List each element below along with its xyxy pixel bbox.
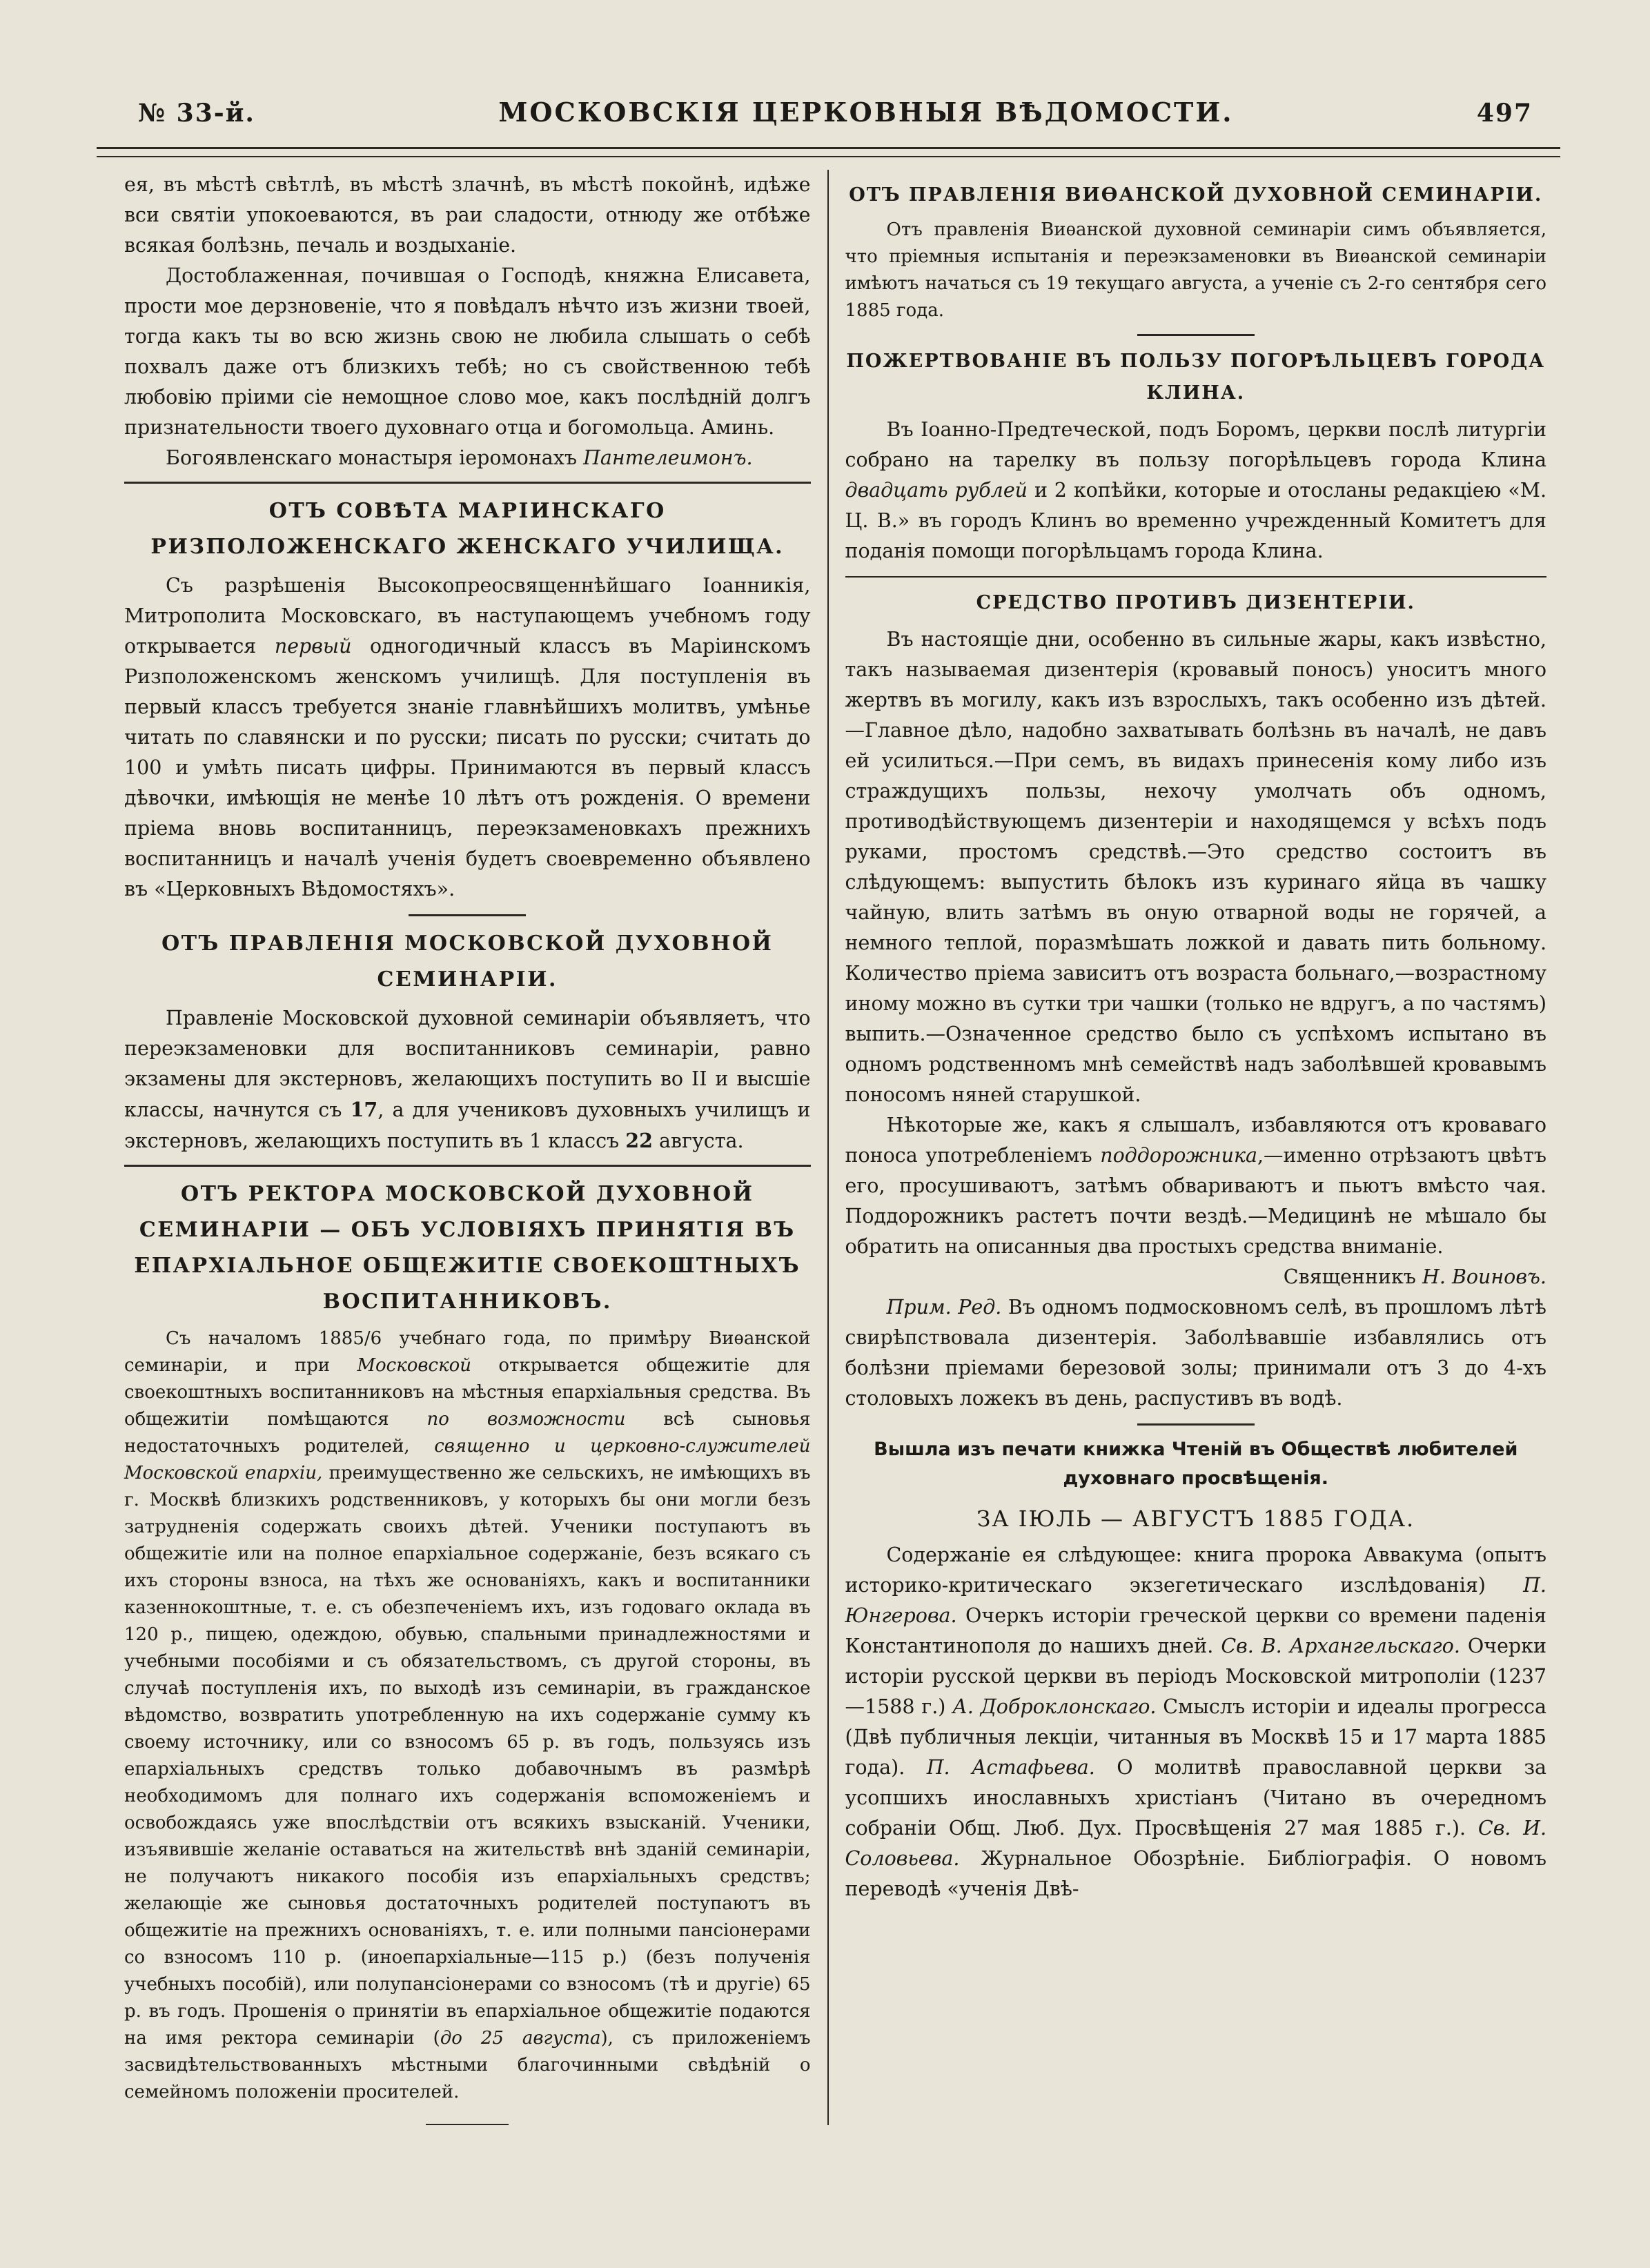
bethany-heading: ОТЪ ПРАВЛЕНІЯ ВИѲАНСКОЙ ДУХОВНОЙ СЕМИНАРІИ. <box>849 184 1543 206</box>
eulogy-paragraph-2: Достоблаженная, почившая о Господѣ, княжна Елисавета, прости мое дерзновеніе, что я повѣдалъ нѣчто изъ жизни твоей, тогда какъ ты во всю жизнь свою не любила слышать о себѣ похвалъ даже отъ близкихъ тебѣ; но съ свойственною тебѣ любовію пріими сіе немощное слово мое, какъ послѣдній долгъ признательности твоего духовнаго отца и богомольца. Аминь. <box>124 264 811 439</box>
section-divider <box>845 576 1547 578</box>
section-divider <box>124 1165 811 1167</box>
readings-date: ЗА ІЮЛЬ — АВГУСТЪ 1885 ГОДА. <box>976 1506 1415 1532</box>
readings-text-3: Очерки исторіи русской церкви въ періодъ Московской митрополіи (1237—1588 г.) <box>845 1635 1546 1718</box>
readings-author-2: Св. В. Архангельскаго. <box>1221 1635 1460 1657</box>
dysentery-heading: СРЕДСТВО ПРОТИВЪ ДИЗЕНТЕРІИ. <box>976 592 1415 613</box>
editor-note-text: Въ одномъ подмосковномъ селѣ, въ прошломъ лѣтѣ свирѣпствовала дизентерія. Заболѣвавшіе избавлялись отъ болѣзни пріемами березовой золы; принимали отъ 3 до 4-хъ столовыхъ ложекъ въ день, распустивъ въ водѣ. <box>845 1296 1546 1410</box>
short-divider <box>1137 334 1255 336</box>
readings-text-6: Журнальное Обозрѣніе. Библіографія. О новомъ переводѣ «ученія Двѣ- <box>845 1847 1547 1900</box>
section-divider <box>124 482 811 484</box>
rector-italic-3: священно и церковно-служителей Московской епархіи, <box>124 1436 811 1483</box>
klin-heading: ПОЖЕРТВОВАНІЕ ВЪ ПОЛЬЗУ ПОГОРѢЛЬЦЕВЪ ГОРОДА КЛИНА. <box>846 351 1546 404</box>
short-divider <box>1137 1423 1255 1426</box>
rector-paragraph <box>124 1325 811 2106</box>
dysentery-text-b: ,—именно отрѣзаютъ цвѣтъ его, просушиваютъ, затѣмъ обвариваютъ и пьютъ вмѣсто чая. Поддорожникъ растетъ почти вездѣ.—Медицинѣ не мѣшало бы обратить на описанныя два простыхъ средства вниманіе. <box>845 1144 1547 1258</box>
moscow-board-paragraph <box>124 1003 811 1156</box>
rector-text-1: Съ началомъ 1885/6 учебнаго года, по примѣру Виѳанской семинаріи, и при <box>124 1328 811 1376</box>
rector-italic-4: до 25 августа <box>440 2028 601 2049</box>
page-header <box>97 97 1560 128</box>
rector-italic-2: по возможности <box>426 1409 626 1430</box>
eulogy-signature <box>124 443 811 473</box>
moscow-board-text-1: Правленіе Московской духовной семинаріи объявляетъ, что переэкзаменовки для воспитанниковъ семинаріи, равно экзамены для экстерновъ, желающихъ поступить во II и высшіе классы, начнутся съ <box>124 1007 811 1121</box>
left-column <box>97 170 829 2125</box>
eulogy-paragraph-1: ея, въ мѣстѣ свѣтлѣ, въ мѣстѣ злачнѣ, въ мѣстѣ покойнѣ, идѣже вси святіи упокоеваются, въ раи сладости, отнюду же отбѣже всякая болѣзнь, печаль и воздыханіе. <box>124 173 811 257</box>
council-text-first: первый <box>274 635 352 658</box>
editor-note <box>845 1292 1547 1414</box>
dysentery-paragraph-2 <box>845 1110 1547 1262</box>
klin-text-2: и 2 копѣйки, которые и отосланы редакціею «М. Ц. В.» въ городъ Клинъ во временно учрежденный Комитетъ для поданія помощи погорѣльцамъ города Клина. <box>845 479 1546 562</box>
council-heading: ОТЪ СОВѢТА МАРІИНСКАГО РИЗПОЛОЖЕНСКАГО ЖЕНСКАГО УЧИЛИЩА. <box>150 499 785 559</box>
readings-text-4: Смыслъ исторіи и идеалы прогресса (Двѣ публичныя лекціи, читанныя въ Москвѣ 15 и 17 марта 1885 года). <box>845 1695 1546 1779</box>
council-text-2: одногодичный классъ въ Маріинскомъ Ризположенскомъ женскомъ училищѣ. Для поступленія въ первый классъ требуется знаніе главнѣйшихъ молитвъ, умѣнье читать по славянски и по русски; писать по русски; считать до 100 и умѣть писать цифры. Принимаются въ первый классъ дѣвочки, имѣющія не менѣе 10 лѣтъ отъ рожденія. О времени пріема вновь воспитанницъ, переэкзаменовкахъ прежнихъ воспитанницъ и началѣ ученія будетъ своевременно объявлено въ «Церковныхъ Вѣдомостяхъ». <box>124 635 811 900</box>
readings-author-4: П. Астафьева. <box>926 1756 1095 1779</box>
end-divider <box>426 2124 509 2125</box>
moscow-board-date-2: 22 <box>625 1129 653 1152</box>
council-paragraph <box>124 571 811 905</box>
editor-note-label: Прим. Ред. <box>886 1296 1002 1319</box>
readings-author-3: А. Доброклонскаго. <box>952 1695 1157 1718</box>
right-column <box>829 170 1561 2125</box>
readings-text-1: Содержаніе ея слѣдующее: книга пророка Аввакума (опытъ историко-критическаго экзегетическаго изслѣдованія) <box>845 1544 1546 1597</box>
publication-title: МОСКОВСКІЯ ЦЕРКОВНЫЯ ВѢДОМОСТИ. <box>498 97 1234 128</box>
moscow-board-heading: ОТЪ ПРАВЛЕНІЯ МОСКОВСКОЙ ДУХОВНОЙ СЕМИНАРІИ. <box>161 931 774 992</box>
dysentery-italic: поддорожника <box>1100 1144 1257 1167</box>
signature-name: Н. Воиновъ. <box>1422 1265 1546 1288</box>
issue-number: № 33-й. <box>138 99 255 128</box>
klin-paragraph <box>845 415 1547 566</box>
signature-prefix: Священникъ <box>1283 1265 1416 1288</box>
signature-prefix: Богоявленскаго монастыря іеромонахъ <box>166 446 578 469</box>
rector-text-4: преимущественно же сельскихъ, не имѣющихъ въ г. Москвѣ близкихъ родственниковъ, у которыхъ бы они могли безъ затрудненія содержать своихъ дѣтей. Ученики поступаютъ въ общежитіе или на полное епархіальное содержаніе, безъ всякаго съ ихъ стороны взноса, на тѣхъ же основаніяхъ, какъ и воспитанники казеннокоштные, т. е. съ обезпеченіемъ ихъ, изъ годоваго оклада въ 120 р., пищею, одеждою, обувью, спальными принадлежностями и учебными пособіями и съ обязательствомъ, съ другой стороны, въ случаѣ поступленія ихъ, по выходѣ изъ семинаріи, въ гражданское вѣдомство, возвратить употребленную на ихъ содержаніе сумму къ своему источнику, или со взносомъ 65 р. въ годъ, пользуясь изъ епархіальныхъ средствъ только добавочнымъ въ размѣрѣ необходимомъ для полнаго ихъ содержанія вспоможеніемъ и освобождаясь уже впослѣдствіи отъ всякихъ взысканій. Ученики, изъявившіе желаніе оставаться на жительствѣ внѣ зданій семинаріи, не получаютъ никакого пособія изъ епархіальныхъ средствъ; желающіе же сыновья достаточныхъ родителей поступаютъ въ общежитіе на прежнихъ основаніяхъ, т. е. или полными пансіонерами со взносомъ 110 р. (иноепархіальные—115 р.) (безъ полученія учебныхъ пособій), или полупансіонерами со взносомъ (тѣ и другіе) 65 р. въ годъ. Прошенія о принятіи въ епархіальное общежитіе подаются на имя ректора семинаріи ( <box>124 1463 811 2049</box>
page-number: 497 <box>1476 99 1533 128</box>
readings-author-1: П. Юнгерова. <box>845 1574 1546 1627</box>
council-text-1: Съ разрѣшенія Высокопреосвященнѣйшаго Іоанникія, Митрополита Московскаго, въ наступающемъ учебномъ году открывается <box>124 574 811 658</box>
signature-name: Пантелеимонъ. <box>583 446 753 469</box>
rector-italic-1: Московской <box>357 1355 472 1376</box>
two-column-body <box>97 170 1560 2125</box>
klin-text-1: Въ Іоанно-Предтеческой, подъ Боромъ, церкви послѣ литургіи собрано на тарелку въ пользу погорѣльцевъ города Клина <box>845 418 1546 471</box>
rector-text-5: ), съ приложеніемъ засвидѣтельствованныхъ мѣстными благочинными свѣдѣній о семейномъ положеніи просителей. <box>124 2028 811 2102</box>
dysentery-text-a: Нѣкоторые же, какъ я слышалъ, избавляются отъ кроваваго поноса употребленіемъ <box>845 1114 1546 1167</box>
readings-text-5: О молитвѣ православной церкви за усопшихъ инославныхъ христіанъ (Читано въ очередномъ собраніи Общ. Люб. Дух. Просвѣщенія 27 мая 1885 г.). <box>845 1756 1546 1840</box>
dysentery-signature <box>845 1262 1547 1292</box>
moscow-board-text-3: августа. <box>659 1130 744 1152</box>
moscow-board-date-1: 17 <box>350 1098 378 1121</box>
dysentery-paragraph-1: Въ настоящіе дни, особенно въ сильные жары, какъ извѣстно, такъ называемая дизентерія (кровавый поносъ) уноситъ много жертвъ въ могилу, какъ изъ взрослыхъ, такъ особенно изъ дѣтей.—Главное дѣло, надобно захватывать болѣзнь въ началѣ, не давъ ей усилиться.—При семъ, въ видахъ принесенія кому либо изъ страждущихъ пользы, нехочу умолчать объ одномъ, противодѣйствующемъ дизентеріи и находящемся у всѣхъ подъ руками, простомъ средствѣ.—Это средство состоитъ въ слѣдующемъ: выпустить бѣлокъ изъ куринаго яйца въ чашку чайную, влить затѣмъ въ оную отварной воды не горячей, а немного теплой, поразмѣшать ложкой и давать пить больному. Количество пріема зависитъ отъ возраста больнаго,—возрастному иному можно въ сутки три чашки (только не вдругъ, а по частямъ) выпить.—Означенное средство было съ успѣхомъ испытано въ одномъ родственномъ мнѣ семействѣ надъ заболѣвшей кровавымъ поносомъ няней старушкой. <box>845 628 1546 1106</box>
moscow-board-text-2: , а для учениковъ духовныхъ училищъ и экстерновъ, желающихъ поступить въ 1 классъ <box>124 1098 811 1152</box>
readings-heading: Вышла изъ печати книжка Чтеній въ Обществѣ любителей духовнаго просвѣщенія. <box>874 1439 1518 1489</box>
header-rule <box>97 147 1560 157</box>
rector-heading: ОТЪ РЕКТОРА МОСКОВСКОЙ ДУХОВНОЙ СЕМИНАРІИ — ОБЪ УСЛОВІЯХЪ ПРИНЯТІЯ ВЪ ЕПАРХІАЛЬНОЕ ОБЩЕЖИТІЕ СВОЕКОШТНЫХЪ ВОСПИТАННИКОВЪ. <box>134 1182 801 1314</box>
readings-author-5: Св. И. Соловьева. <box>845 1817 1547 1870</box>
rector-text-2: открывается общежитіе для своекоштныхъ воспитанниковъ на мѣстныя епархіальныя средства. Въ общежитіи помѣщаются <box>124 1355 811 1430</box>
readings-text-2: Очеркъ исторіи греческой церкви со времени паденія Константинополя до нашихъ дней. <box>845 1604 1546 1657</box>
bethany-paragraph: Отъ правленія Виѳанской духовной семинаріи симъ объявляется, что пріемныя испытанія и переэкзаменовки въ Виѳанской семинаріи имѣютъ начаться съ 19 текущаго августа, а ученіе съ 2-го сентября сего 1885 года. <box>845 219 1546 321</box>
klin-italic: двадцать рублей <box>845 479 1028 502</box>
short-divider <box>409 914 526 916</box>
readings-paragraph <box>845 1540 1547 1904</box>
rector-text-3: всѣ сыновья недостаточныхъ родителей, <box>124 1409 811 1457</box>
